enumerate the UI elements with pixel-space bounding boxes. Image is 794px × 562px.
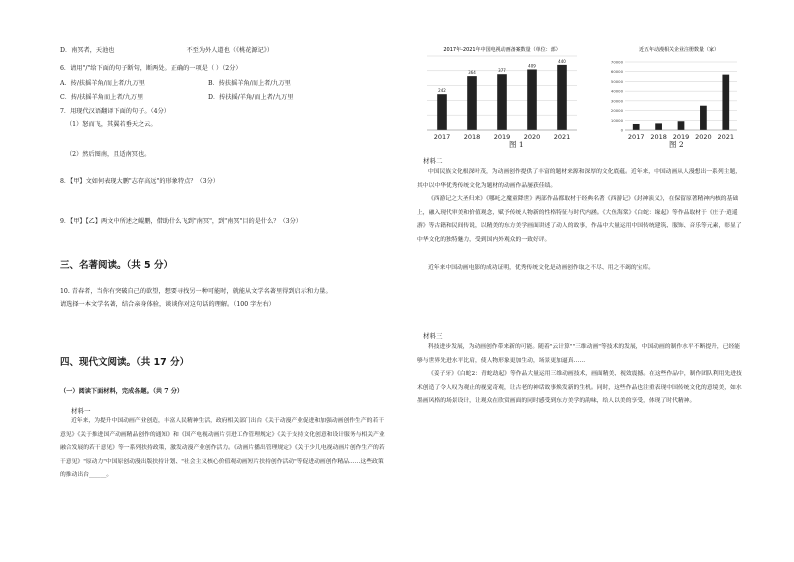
material-3-p1: 科技进步发展，为动画创作带来新的可能。随着"云计算""三维动画"等技术的发展，中国动画的制作水平不断提升，已经能够与世界先进水平比肩，使人物形象更加生动，场景更加逼真…… xyxy=(417,344,741,364)
left-column xyxy=(60,0,390,562)
section-4-heading: 四、现代文阅读。（共 17 分） xyxy=(60,357,190,368)
y-tick-label: 70000 xyxy=(610,59,623,65)
x-tick-2020: 2020 xyxy=(695,133,712,141)
y-tick-label: 40000 xyxy=(610,88,623,94)
x-tick-2019: 2019 xyxy=(672,133,690,141)
x-tick-2018: 2018 xyxy=(463,133,481,141)
material-3-title: 材料三 xyxy=(423,332,443,340)
material-2-p2: 《西游记之大圣归来》《哪吒之魔童降世》两部作品都取材于经典名著《西游记》《封神演义》，在保留原著精神内核的基础上，融入现代审美和价值观念，赋予传统人物新的性格特征与时代内涵。《大鱼海棠》《白蛇：缘起》等作品取材于《庄子·逍遥游》等古籍和民间传说，以精美的东方美学画面讲述了动人的故事，作品中大量运用中国传统建筑、服饰、音乐等元素，彰显了中华文化的独特魅力，受到国内外观众的一致好评。 xyxy=(417,196,742,243)
question-7-1: （1）怒而飞，其翼若垂天之云。 xyxy=(66,121,157,128)
x-tick-2021: 2021 xyxy=(553,133,571,141)
x-tick-2018: 2018 xyxy=(650,133,667,141)
bar-2020 xyxy=(527,69,537,130)
data-label: 364 xyxy=(468,70,476,76)
chart-1-svg xyxy=(417,42,587,147)
bar-2018 xyxy=(655,123,662,130)
x-tick-2020: 2020 xyxy=(523,133,541,141)
y-tick-label: 30000 xyxy=(610,98,623,104)
option-d: D．南冥者，天池也 不至为外人道也（《桃花源记》） xyxy=(60,47,274,54)
data-label: 409 xyxy=(528,63,536,69)
y-tick-label: 10000 xyxy=(610,117,623,123)
data-label: 377 xyxy=(498,68,506,74)
chart-2-svg xyxy=(599,42,747,147)
x-tick-2017: 2017 xyxy=(433,133,451,141)
question-9: 9．【甲】【乙】两文中所述之鲲鹏，借助什么飞到"南冥"，到"南冥"目的是什么？（3分） xyxy=(60,218,302,225)
x-tick-2021: 2021 xyxy=(717,133,735,141)
section-3-heading: 三、名著阅读。（共 5 分） xyxy=(60,260,173,271)
data-label: 440 xyxy=(558,58,566,64)
x-tick-2019: 2019 xyxy=(493,133,511,141)
x-tick-2017: 2017 xyxy=(627,133,645,141)
material-2-title: 材料二 xyxy=(423,157,443,165)
material-2-p1: 中国民族文化根深叶茂，为动画创作提供了丰富的题材来源和深厚的文化底蕴。近年来，中国动画从人漫想出一系列主题，其中以中华优秀传统文化为题材的动画作品屡获佳绩。 xyxy=(417,169,742,189)
chart-1 xyxy=(417,42,587,147)
bar-2017 xyxy=(633,124,640,130)
y-tick-label: 0 xyxy=(620,127,623,133)
chart-2-caption: 图 2 xyxy=(669,140,684,149)
y-tick-label: 50000 xyxy=(610,78,623,84)
bar-2019 xyxy=(678,121,685,130)
right-column xyxy=(417,0,747,562)
bar-2017 xyxy=(437,94,447,130)
y-tick-label: 60000 xyxy=(610,69,623,75)
option-6c: C．抟/扶摇羊角而上者/九万里 D．抟扶摇/羊角/而上者/九万里 xyxy=(60,94,294,101)
option-6a: A．抟/扶摇羊角/而上者/九万里 B．抟扶摇羊角/而上者/九万里 xyxy=(60,80,291,87)
chart-1-title: 2017年-2021年中国电视动画备案数量（单位：部） xyxy=(443,47,561,53)
material-2-p3: 近年来中国动画电影的成功证明，优秀传统文化是动画创作取之不尽、用之不竭的宝库。 xyxy=(428,265,655,271)
question-10-line1: 10. 青春者，当你有突破自己的欲望，想要寻找另一种可能时，就能从文学名著里得到启示和力量。 xyxy=(60,288,332,295)
bar-2019 xyxy=(497,74,507,130)
question-6: 6．请用"/"给下面的句子断句，断两处。正确的一项是（ ）（2分） xyxy=(60,65,242,72)
material-3-p2: 《姜子牙》《白蛇2：青蛇劫起》等作品大量运用三维动画技术，画面精美、视效震撼。在这些作品中，制作团队利用先进技术创造了令人叹为观止的视觉奇观，让古老的神话故事焕发新的生机。同时，这些作品也注重表现中国传统文化的意境美，如水墨画风格的场景设计，让观众在欣赏画面的同时感受到东方美学的韵味，给人以美的享受，体现了时代精神。 xyxy=(417,371,742,405)
question-7-2: （2）然后图南，且适南冥也。 xyxy=(66,151,151,158)
question-8: 8．【甲】文如何表现大鹏"志存高远"的形象特点？（3分） xyxy=(60,178,219,185)
bar-2021 xyxy=(557,65,567,130)
bar-2020 xyxy=(700,106,707,130)
material-1-text: 近年来，为提升中国动画产业创造，丰富人民精神生活，政府相关部门出台《关于动漫产业促进和加强动画创作生产的若干意见》《关于推进国产动画精品创作的通知》和《国产电视动画片引进工作管理规定》《关于支持文化创意和设计服务与相关产业融合发展的若干意见》等一系列扶持政策，激发动漫产业创作活力。《动画片播出管理规定》《关于少儿电视动画片创作生产的若干意见》"原动力"中国原创动漫出版扶持计划、"社会主义核心价值观动画短片扶持创作活动"等促进动画创作精品……这些政策的推动出台______。 xyxy=(60,418,385,479)
bar-2018 xyxy=(467,76,477,130)
subsection-1-heading: （一）阅读下面材料，完成各题。（共 7 分） xyxy=(60,388,184,395)
material-1-title: 材料一 xyxy=(71,407,91,415)
bar-2021 xyxy=(722,75,729,130)
data-label: 242 xyxy=(438,88,446,94)
y-tick-label: 20000 xyxy=(610,108,623,114)
question-10-line2: 请选择一本文学名著，结合亲身体验，谈谈你对这句话的理解。（100 字左右） xyxy=(60,301,275,308)
question-7: 7．用现代汉语翻译下面的句子。（4分） xyxy=(60,108,170,115)
chart-1-caption: 图 1 xyxy=(509,140,524,149)
chart-2-title: 近五年动漫相关企业注册数量（家） xyxy=(638,47,720,53)
chart-2 xyxy=(599,42,747,147)
